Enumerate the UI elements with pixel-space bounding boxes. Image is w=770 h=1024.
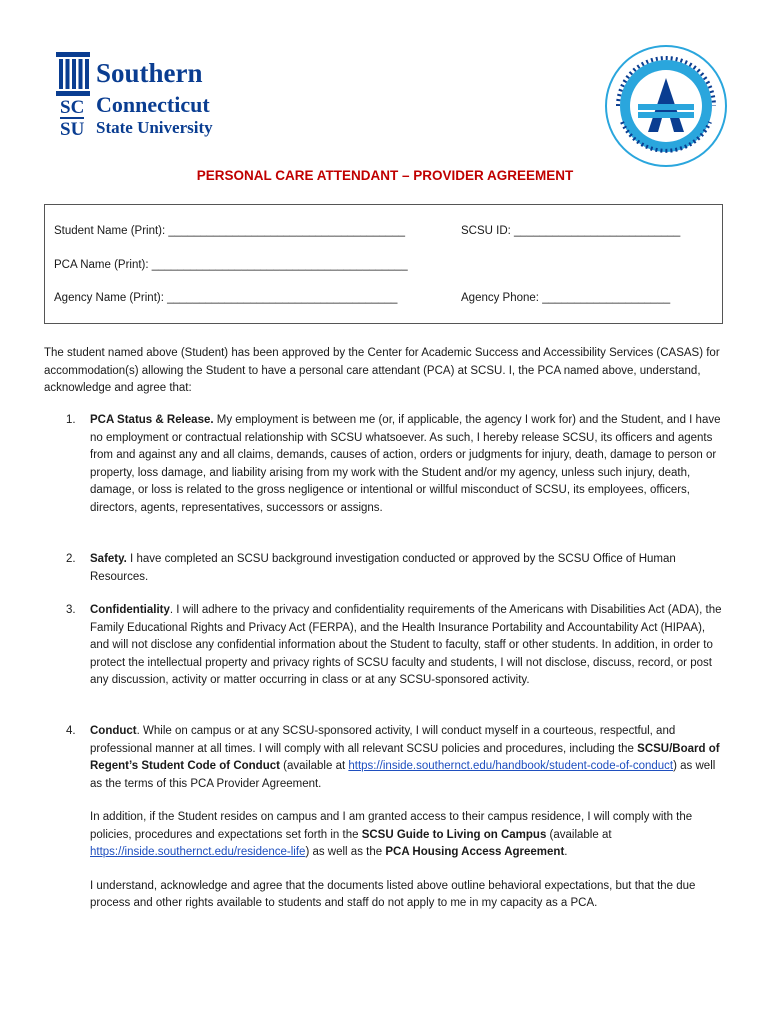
- item-number: 2.: [66, 553, 76, 565]
- item-text: (available at: [279, 760, 349, 772]
- conduct-paragraph-1: [90, 723, 724, 793]
- code-of-conduct-link[interactable]: https://inside.southernct.edu/handbook/student-code-of-conduct: [348, 760, 674, 772]
- conduct-paragraph-2: [90, 809, 724, 862]
- item-text: ) as well as the: [305, 846, 386, 858]
- casas-seal-icon: [604, 44, 728, 168]
- document-title: PERSONAL CARE ATTENDANT – PROVIDER AGREEMENT: [196, 168, 574, 183]
- agency-name-field[interactable]: Agency Name (Print): ____________________________________: [54, 292, 398, 304]
- item-number: 4.: [66, 725, 76, 737]
- pca-name-field[interactable]: PCA Name (Print): ________________________________________: [54, 259, 408, 271]
- residence-life-link[interactable]: https://inside.southernct.edu/residence-life: [90, 846, 306, 858]
- conduct-paragraph-3: I understand, acknowledge and agree that the documents listed above outline behavioral expectations, but that the due process and other rights available to students and staff do not apply to me in my capacity as a PCA.: [90, 879, 696, 909]
- item-text: ) as well as the terms of this PCA Provider Agreement.: [90, 760, 716, 790]
- living-on-campus-title: SCSU Guide to Living on Campus: [361, 828, 547, 841]
- student-name-field[interactable]: Student Name (Print): _____________________________________: [54, 225, 406, 237]
- agency-phone-field[interactable]: Agency Phone: ____________________: [461, 292, 671, 304]
- item-number: 1.: [66, 414, 76, 426]
- item-text: My employment is between me (or, if applicable, the agency I work for) and the Student, and I have no employment or contractual relationship with SCSU whatsoever. As such, I hereby release SCSU, its officers and agents from and against any and all claims, demands, causes of action, orders or judgments for injury, death, damage to person or property, loss damage, and liability arising from my work with the Student and/or my agency, unless such injury, death, damage, or loss is related to the gross negligence or intentional or willful misconduct of SCSU, its employees, officers, directors, agents, representatives, successors or assigns.: [90, 414, 721, 514]
- item-text: .: [564, 846, 568, 858]
- item-number: 3.: [66, 604, 76, 616]
- logo-monogram: SC SU: [60, 97, 85, 140]
- intro-paragraph: The student named above (Student) has been approved by the Center for Academic Success and Accessibility Services (CASAS) for accommodation(s) allowing the Student to have a personal care attendant (PCA) at SCSU. I, the PCA named above, understand, acknowledge and agree that:: [44, 347, 720, 394]
- list-item: [44, 412, 724, 517]
- student-info-box: [44, 204, 723, 324]
- item-heading: PCA Status & Release.: [90, 414, 214, 426]
- list-item: [44, 602, 724, 690]
- code-of-conduct-title: SCSU/Board of Regent’s Student Code of Conduct: [90, 742, 720, 772]
- item-heading: Confidentiality: [90, 604, 170, 616]
- logo-line-3: State University: [96, 118, 213, 137]
- item-text: (available at: [546, 828, 612, 841]
- scsu-logo: [52, 48, 232, 138]
- scsu-id-field[interactable]: SCSU ID: __________________________: [461, 225, 681, 237]
- item-text: In addition, if the Student resides on campus and I am granted access to their campus residence, I will comply with the policies, procedures and expectations set forth in the: [90, 811, 693, 841]
- list-item: [44, 551, 724, 586]
- item-heading: Conduct: [90, 725, 137, 737]
- logo-line-2: Connecticut: [96, 92, 210, 117]
- column-icon: [56, 52, 90, 96]
- logo-line-1: Southern: [96, 58, 203, 88]
- item-heading: Safety.: [90, 553, 127, 565]
- housing-agreement-title: PCA Housing Access Agreement: [385, 846, 565, 858]
- item-text: . While on campus or at any SCSU-sponsored activity, I will conduct myself in a courteous, respectful, and professional manner at all times. I will comply with all relevant SCSU policies and procedures, including the: [90, 725, 676, 755]
- list-item: [44, 723, 724, 929]
- item-text: I have completed an SCSU background investigation conducted or approved by the SCSU Office of Human Resources.: [90, 553, 676, 583]
- item-text: . I will adhere to the privacy and confidentiality requirements of the Americans with Disabilities Act (ADA), the Family Educational Rights and Privacy Act (FERPA), and the Health Insurance Portability and Accountability Act (HIPAA), and will not disclose any confidential information about the Student to faculty, staff or other students. In addition, in order to protect the intellectual property and privacy rights of SCSU faculty and students, I will not disclose, discuss, record, or post any discussion, activity or matter occurring in class or at any SCSU-sponsored activity.: [90, 604, 722, 686]
